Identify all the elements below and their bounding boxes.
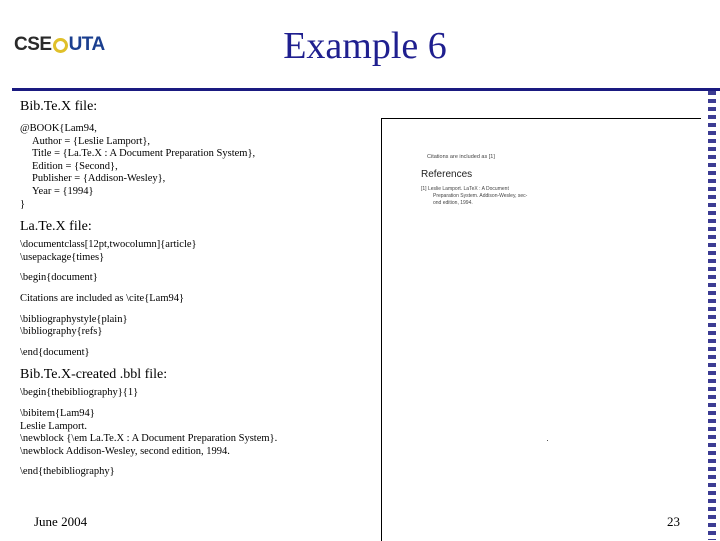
bibtex-line: @BOOK{Lam94, bbox=[20, 123, 97, 134]
latex-block bbox=[20, 347, 370, 360]
preview-references-heading: References bbox=[421, 169, 473, 180]
right-edge-bar bbox=[708, 91, 716, 540]
latex-line: \bibliographystyle{plain} bbox=[20, 313, 128, 325]
latex-block bbox=[20, 293, 370, 306]
preview-reference-entry bbox=[421, 186, 561, 207]
bbl-block bbox=[20, 408, 370, 458]
preview-ref-line: Preparation System. Addison-Wesley, sec- bbox=[433, 193, 528, 199]
title-divider bbox=[12, 88, 720, 91]
bibtex-line: Edition = {Second}, bbox=[32, 160, 118, 172]
latex-line: Citations are included as \cite{Lam94} bbox=[20, 292, 185, 304]
bbl-line: \newblock {\em La.Te.X : A Document Preparation System}. bbox=[20, 433, 278, 445]
bbl-line: \end{thebibliography} bbox=[20, 466, 115, 478]
bibtex-code bbox=[20, 123, 370, 211]
latex-block bbox=[20, 239, 370, 264]
latex-heading: La.Te.X file: bbox=[20, 219, 92, 235]
latex-line: \begin{document} bbox=[20, 272, 98, 284]
logo-cse-text: CSE bbox=[14, 34, 52, 55]
bbl-line: \newblock Addison-Wesley, second edition, 1994. bbox=[20, 445, 230, 457]
page-number: 23 bbox=[667, 514, 680, 529]
preview-ref-line: [1] Leslie Lamport. LaTeX : A Document bbox=[421, 186, 509, 192]
bibtex-line: Publisher = {Addison-Wesley}, bbox=[32, 173, 166, 185]
preview-ref-line: ond edition, 1994. bbox=[433, 200, 473, 206]
slide-content bbox=[20, 99, 370, 487]
slide-title: Example 6 bbox=[283, 25, 447, 67]
bibtex-heading: Bib.Te.X file: bbox=[20, 99, 98, 114]
footer-date: June 2004 bbox=[34, 514, 88, 529]
latex-block bbox=[20, 272, 370, 285]
bibtex-line: } bbox=[20, 198, 26, 210]
logo bbox=[14, 34, 105, 56]
bbl-block bbox=[20, 387, 370, 400]
bibtex-line: Year = {1994} bbox=[32, 185, 94, 197]
rendered-page-preview bbox=[381, 118, 701, 541]
bbl-line: \begin{thebibliography}{1} bbox=[20, 387, 139, 399]
latex-line: \end{document} bbox=[20, 346, 90, 358]
preview-dot bbox=[547, 440, 548, 441]
bibtex-line: Title = {La.Te.X : A Document Preparation System}, bbox=[32, 148, 256, 160]
latex-line: \usepackage{times} bbox=[20, 251, 105, 263]
bbl-heading: Bib.Te.X-created .bbl file: bbox=[20, 367, 168, 383]
logo-uta-text: UTA bbox=[68, 34, 105, 55]
latex-line: \bibliography{refs} bbox=[20, 326, 103, 338]
latex-line: \documentclass[12pt,twocolumn]{article} bbox=[20, 239, 197, 251]
bbl-line: Leslie Lamport. bbox=[20, 420, 88, 432]
bbl-block bbox=[20, 466, 370, 479]
bibtex-line: Author = {Leslie Lamport}, bbox=[32, 135, 151, 147]
logo-ring-icon bbox=[53, 38, 68, 53]
preview-citation-line: Citations are included as [1] bbox=[427, 154, 495, 160]
latex-block bbox=[20, 314, 370, 339]
bbl-line: \bibitem{Lam94} bbox=[20, 407, 95, 419]
